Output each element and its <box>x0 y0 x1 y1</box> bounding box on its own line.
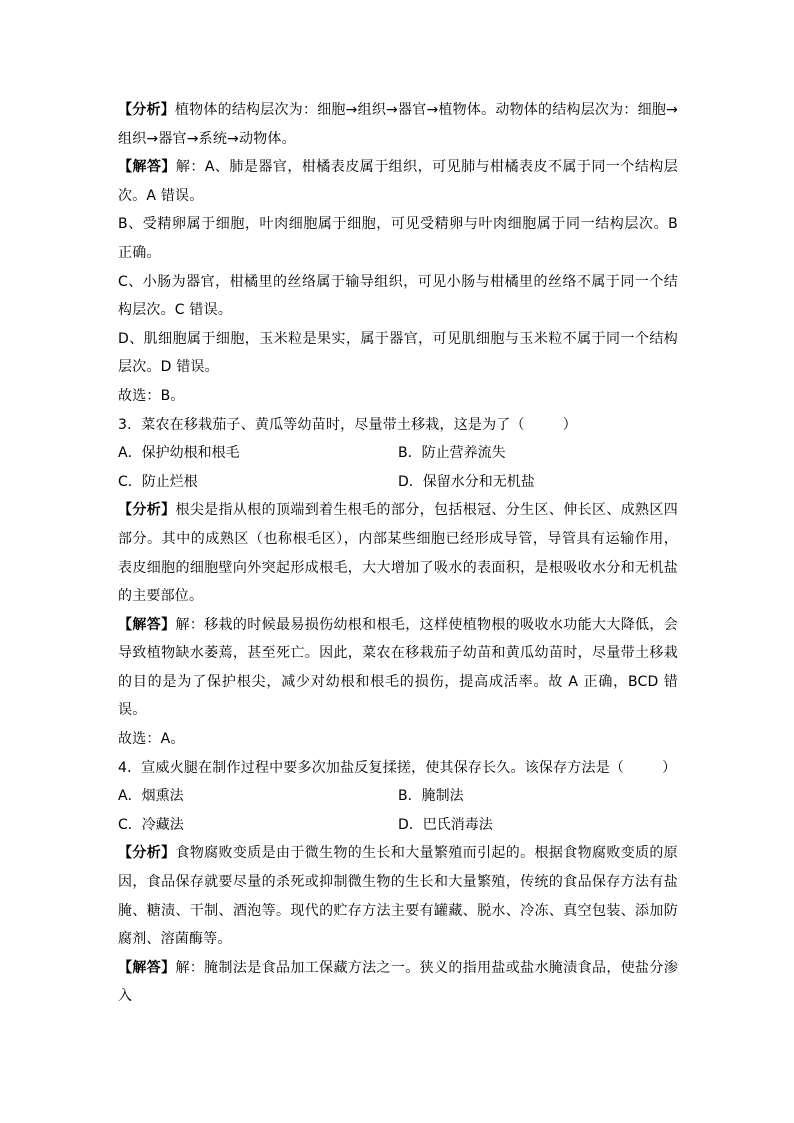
option-c: C．防止烂根 <box>118 473 198 490</box>
answer-tag: 【解答】 <box>118 959 176 976</box>
option-c: C．冷藏法 <box>118 816 184 833</box>
q4-options-row-1 <box>118 782 678 811</box>
q3-answer <box>118 611 678 725</box>
answer-tag: 【解答】 <box>118 616 176 633</box>
option-b: B．防止营养流失 <box>398 445 506 462</box>
q2-answer-d: D、肌细胞属于细胞，玉米粒是果实，属于器官，可见肌细胞与玉米粒不属于同一个结构层次。D 错误。 <box>118 330 678 376</box>
q3-choice: 故选：A。 <box>118 731 185 748</box>
option-d: D．巴氏消毒法 <box>398 816 493 833</box>
q2-answer-a <box>118 153 678 210</box>
analysis-text: 食物腐败变质是由于微生物的生长和大量繁殖而引起的。根据食物腐败变质的原因，食品保存就要尽量的杀死或抑制微生物的生长和大量繁殖，传统的食品保存方法有盐腌、糖渍、干制、酒泡等。现代的贮存方法主要有罐藏、脱水、冷冻、真空包装、添加防腐剂、溶菌酶等。 <box>118 845 678 948</box>
analysis-tag: 【分析】 <box>118 502 176 519</box>
q2-choice: 故选：B。 <box>118 387 185 404</box>
q3-analysis <box>118 496 678 610</box>
q3-options-row-2 <box>118 468 678 497</box>
q4-stem <box>118 754 678 783</box>
answer-text: 解：腌制法是食品加工保藏方法之一。狭义的指用盐或盐水腌渍食品，使盐分渗入 <box>118 959 678 1005</box>
option-b: B．腌制法 <box>398 788 464 805</box>
answer-text: 解：A、肺是器官，柑橘表皮属于组织，可见肺与柑橘表皮不属于同一个结构层次。A 错误。 <box>118 159 678 204</box>
question-paren-close: ） <box>562 416 577 433</box>
q3-options-row-1 <box>118 439 678 468</box>
q4-options-row-2 <box>118 811 678 840</box>
document-page <box>118 96 678 1011</box>
q2-answer-b: B、受精卵属于细胞，叶肉细胞属于细胞，可见受精卵与叶肉细胞属于同一结构层次。B 正确。 <box>118 216 678 261</box>
answer-tag: 【解答】 <box>118 159 176 176</box>
question-text: 3．菜农在移栽茄子、黄瓜等幼苗时，尽量带土移栽，这是为了（ <box>118 416 525 433</box>
q3-stem <box>118 411 678 440</box>
q4-answer <box>118 954 678 1011</box>
question-text: 4．宣威火腿在制作过程中要多次加盐反复揉搓，使其保存长久。该保存方法是（ <box>118 759 625 776</box>
analysis-text: 植物体的结构层次为：细胞→组织→器官→植物体。动物体的结构层次为：细胞→组织→器官→系统→动物体。 <box>118 102 678 147</box>
analysis-tag: 【分析】 <box>118 845 176 862</box>
q4-analysis <box>118 839 678 953</box>
option-d: D．保留水分和无机盐 <box>398 473 535 490</box>
answer-text: 解：移栽的时候最易损伤幼根和根毛，这样使植物根的吸收水功能大大降低，会导致植物缺水萎蔫，甚至死亡。因此，菜农在移栽茄子幼苗和黄瓜幼苗时，尽量带土移栽的目的是为了保护根尖，减少对幼根和根毛的损伤，提高成活率。故 A 正确，BCD 错误。 <box>118 616 678 719</box>
option-a: A．烟熏法 <box>118 788 184 805</box>
analysis-tag: 【分析】 <box>118 102 175 118</box>
question-paren-close: ） <box>662 759 677 776</box>
analysis-text: 根尖是指从根的顶端到着生根毛的部分，包括根冠、分生区、伸长区、成熟区四部分。其中的成熟区（也称根毛区），内部某些细胞已经形成导管，导管具有运输作用，表皮细胞的细胞壁向外突起形成根毛，大大增加了吸水的表面积，是根吸收水分和无机盐的主要部位。 <box>118 502 678 605</box>
q2-analysis <box>118 96 678 153</box>
option-a: A．保护幼根和根毛 <box>118 445 240 462</box>
q2-answer-c: C、小肠为器官，柑橘里的丝络属于输导组织，可见小肠与柑橘里的丝络不属于同一个结构层次。C 错误。 <box>118 273 678 319</box>
